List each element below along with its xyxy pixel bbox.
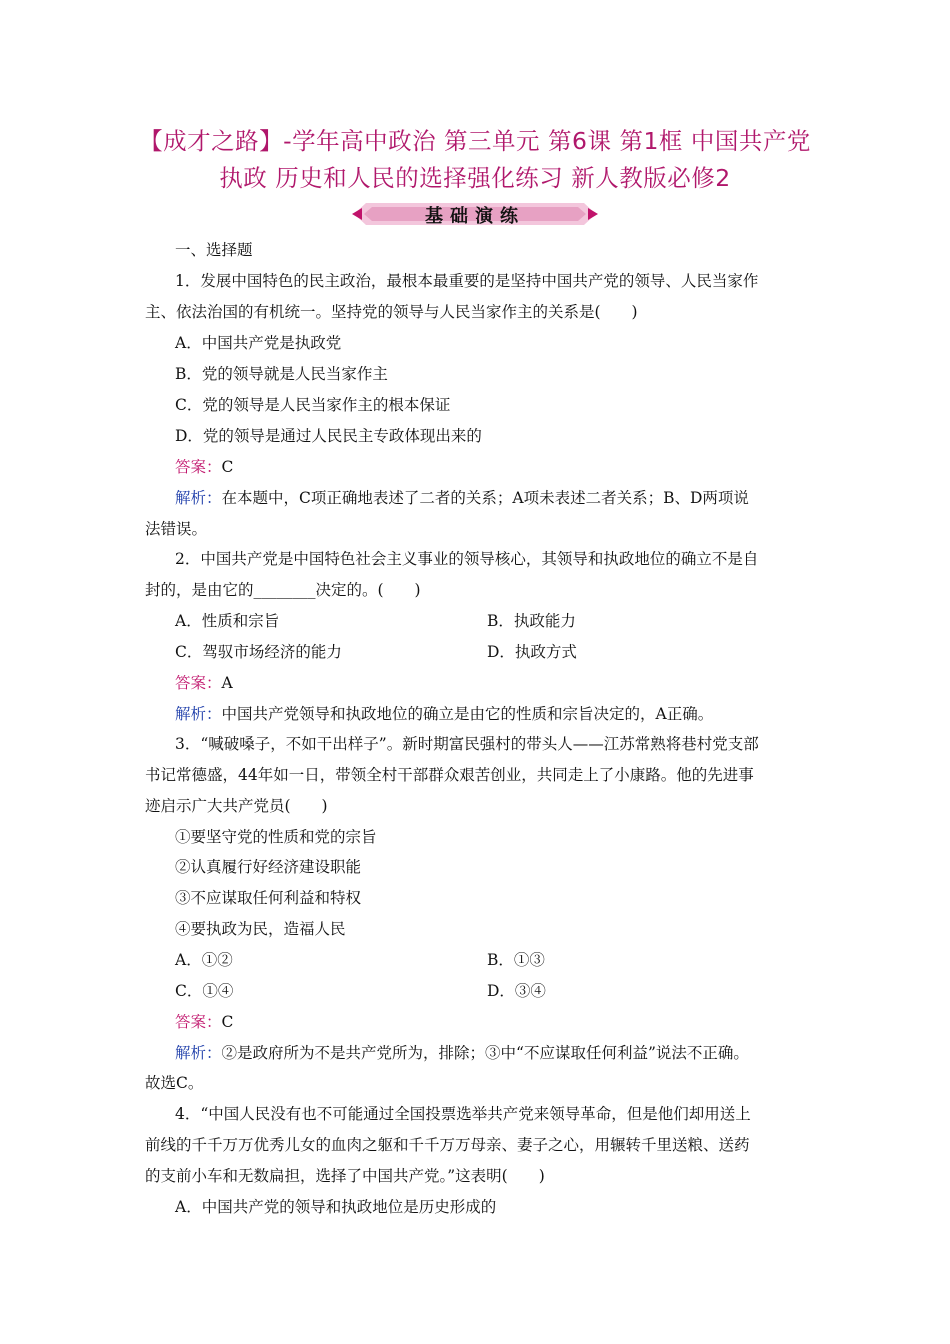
q2-answer — [175, 673, 233, 693]
q2-option-c: C．驾驭市场经济的能力 — [175, 643, 342, 661]
q3-item-2: ②认真履行好经济建设职能 — [175, 858, 362, 876]
q3-item-3: ③不应谋取任何利益和特权 — [175, 889, 362, 907]
explanation-label: 解析： — [175, 705, 222, 723]
q4-stem-line-3: 的支前小车和无数扁担，选择了中国共产党。”这表明( ) — [145, 1167, 545, 1185]
answer-value: C — [221, 458, 234, 476]
answer-value: A — [221, 674, 233, 692]
q2-option-d: D．执政方式 — [487, 643, 577, 661]
q4-stem-line-1: 4．“中国人民没有也不可能通过全国投票选举共产党来领导革命，但是他们却用送上 — [175, 1105, 751, 1123]
explanation-label: 解析： — [175, 1044, 222, 1062]
q3-option-c: C．①④ — [175, 982, 234, 1000]
q3-item-4: ④要执政为民，造福人民 — [175, 920, 346, 938]
q3-option-d: D．③④ — [487, 982, 546, 1000]
q3-explanation-line-1 — [175, 1043, 749, 1063]
q1-option-d: D．党的领导是通过人民民主专政体现出来的 — [175, 427, 482, 445]
q4-option-a: A．中国共产党的领导和执政地位是历史形成的 — [175, 1198, 497, 1216]
q3-explanation-line-2: 故选C。 — [145, 1074, 204, 1092]
q2-option-a: A．性质和宗旨 — [175, 612, 280, 630]
q3-stem-line-1: 3．“喊破嗓子，不如干出样子”。新时期富民强村的带头人——江苏常熟将巷村党支部 — [175, 735, 759, 753]
answer-label: 答案： — [175, 1013, 222, 1031]
explanation-label: 解析： — [175, 489, 222, 507]
q3-item-1: ①要坚守党的性质和党的宗旨 — [175, 828, 377, 846]
q2-stem-line-1: 2．中国共产党是中国特色社会主义事业的领导核心，其领导和执政地位的确立不是自 — [175, 550, 759, 568]
answer-label: 答案： — [175, 458, 222, 476]
explanation-text: ②是政府所为不是共产党所为，排除；③中“不应谋取任何利益”说法不正确。 — [221, 1044, 749, 1062]
q2-stem-line-2: 封的，是由它的________决定的。( ) — [145, 581, 421, 599]
q1-stem-line-1: 1．发展中国特色的民主政治，最根本最重要的是坚持中国共产党的领导、人民当家作 — [175, 272, 759, 290]
answer-value: C — [221, 1013, 234, 1031]
section-banner — [352, 199, 598, 229]
explanation-text: 中国共产党领导和执政地位的确立是由它的性质和宗旨决定的，A正确。 — [221, 705, 714, 723]
q2-option-b: B．执政能力 — [487, 612, 576, 630]
q3-option-b: B．①③ — [487, 951, 545, 969]
q1-option-a: A．中国共产党是执政党 — [175, 334, 342, 352]
q1-option-c: C．党的领导是人民当家作主的根本保证 — [175, 396, 451, 414]
banner-label: 基础演练 — [425, 206, 525, 227]
q4-stem-line-2: 前线的千千万万优秀儿女的血肉之躯和千千万万母亲、妻子之心，用辗转千里送粮、送药 — [145, 1136, 750, 1154]
answer-label: 答案： — [175, 674, 222, 692]
q1-answer — [175, 457, 233, 477]
q1-option-b: B．党的领导就是人民当家作主 — [175, 365, 388, 383]
q3-answer — [175, 1012, 233, 1032]
q3-option-a: A．①② — [175, 951, 233, 969]
q1-explanation-line-2: 法错误。 — [145, 520, 208, 538]
explanation-text: 在本题中，C项正确地表述了二者的关系；A项未表述二者关系；B、D两项说 — [221, 489, 749, 507]
q1-stem-line-2: 主、依法治国的有机统一。坚持党的领导与人民当家作主的关系是( ) — [145, 303, 638, 321]
q3-stem-line-2: 书记常德盛，44年如一日，带领全村干部群众艰苦创业，共同走上了小康路。他的先进事 — [145, 766, 754, 784]
document-title-line-2: 执政 历史和人民的选择强化练习 新人教版必修2 — [219, 164, 731, 192]
document-title-line-1: 【成才之路】-学年高中政治 第三单元 第6课 第1框 中国共产党 — [139, 127, 811, 155]
q2-explanation-line-1 — [175, 704, 713, 724]
q1-explanation-line-1 — [175, 488, 749, 508]
section-heading: 一、选择题 — [175, 241, 253, 259]
q3-stem-line-3: 迹启示广大共产党员( ) — [145, 797, 328, 815]
